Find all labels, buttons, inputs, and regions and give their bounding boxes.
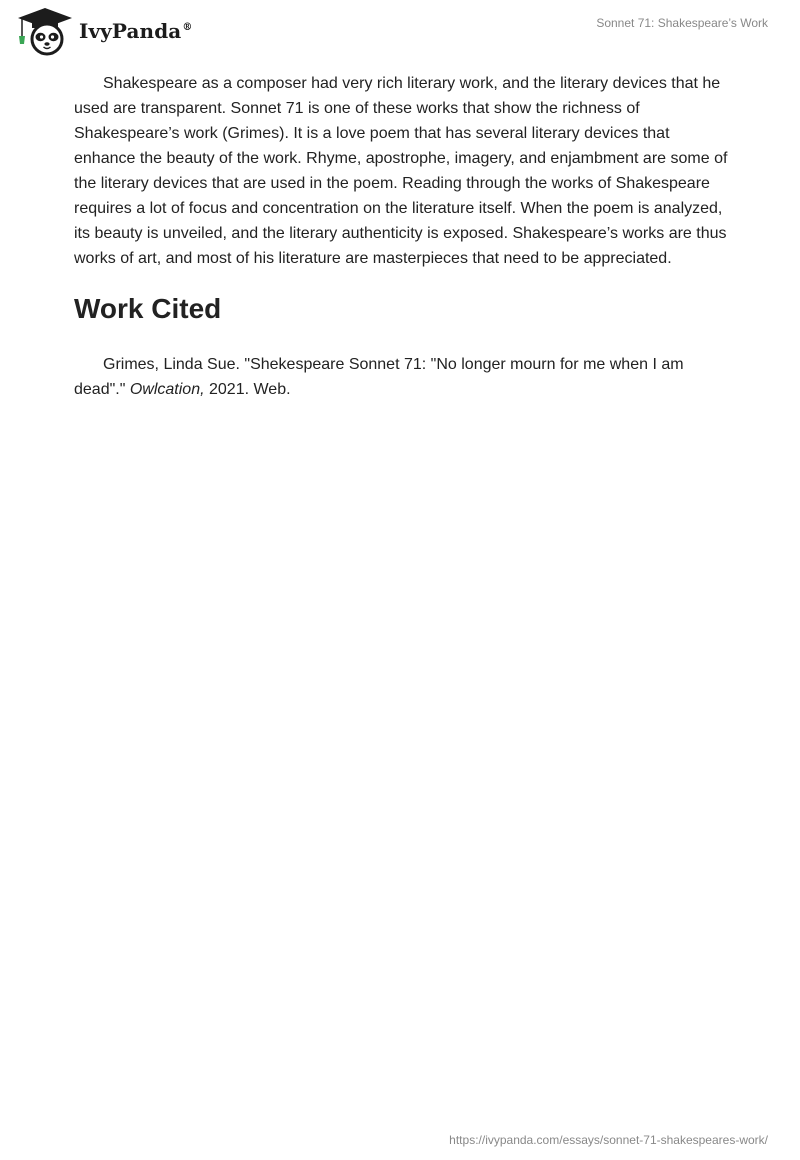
citation-source: Owlcation,	[129, 381, 205, 398]
page-header	[0, 0, 800, 70]
citation-tail: 2021. Web.	[204, 381, 291, 398]
citation-entry	[74, 352, 734, 402]
ivypanda-logo[interactable]	[16, 6, 192, 56]
section-heading: Work Cited	[74, 293, 222, 324]
logo-wordmark	[79, 19, 192, 43]
body-paragraph: Shakespeare as a composer had very rich literary work, and the literary devices that he used are transparent. Sonnet 71 is one of these works that show the richness of Shakespeare’s work (Grimes). It is a love poem that has several literary devices that enhance the beauty of the work. Rhyme, apostrophe, imagery, and enjambment are some of the literary devices that are used in the poem. Reading through the works of Shakespeare requires a lot of focus and concentration on the literature itself. When the poem is analyzed, its beauty is unveiled, and the literary authenticity is exposed. Shakespeare’s works are thus works of art, and most of his literature are masterpieces that need to be appreciated.	[74, 75, 728, 267]
footer-url[interactable]: https://ivypanda.com/essays/sonnet-71-shakespeares-work/	[449, 1133, 768, 1147]
panda-graduate-icon	[16, 6, 74, 56]
running-title: Sonnet 71: Shakespeare’s Work	[596, 16, 768, 30]
essay-content	[74, 71, 734, 402]
registered-mark: ®	[182, 22, 193, 34]
citation-text: Grimes, Linda Sue. "Shekespeare Sonnet 71: "No longer mourn for me when I am dead"."	[74, 356, 684, 398]
logo-text: IvyPanda	[79, 19, 182, 43]
